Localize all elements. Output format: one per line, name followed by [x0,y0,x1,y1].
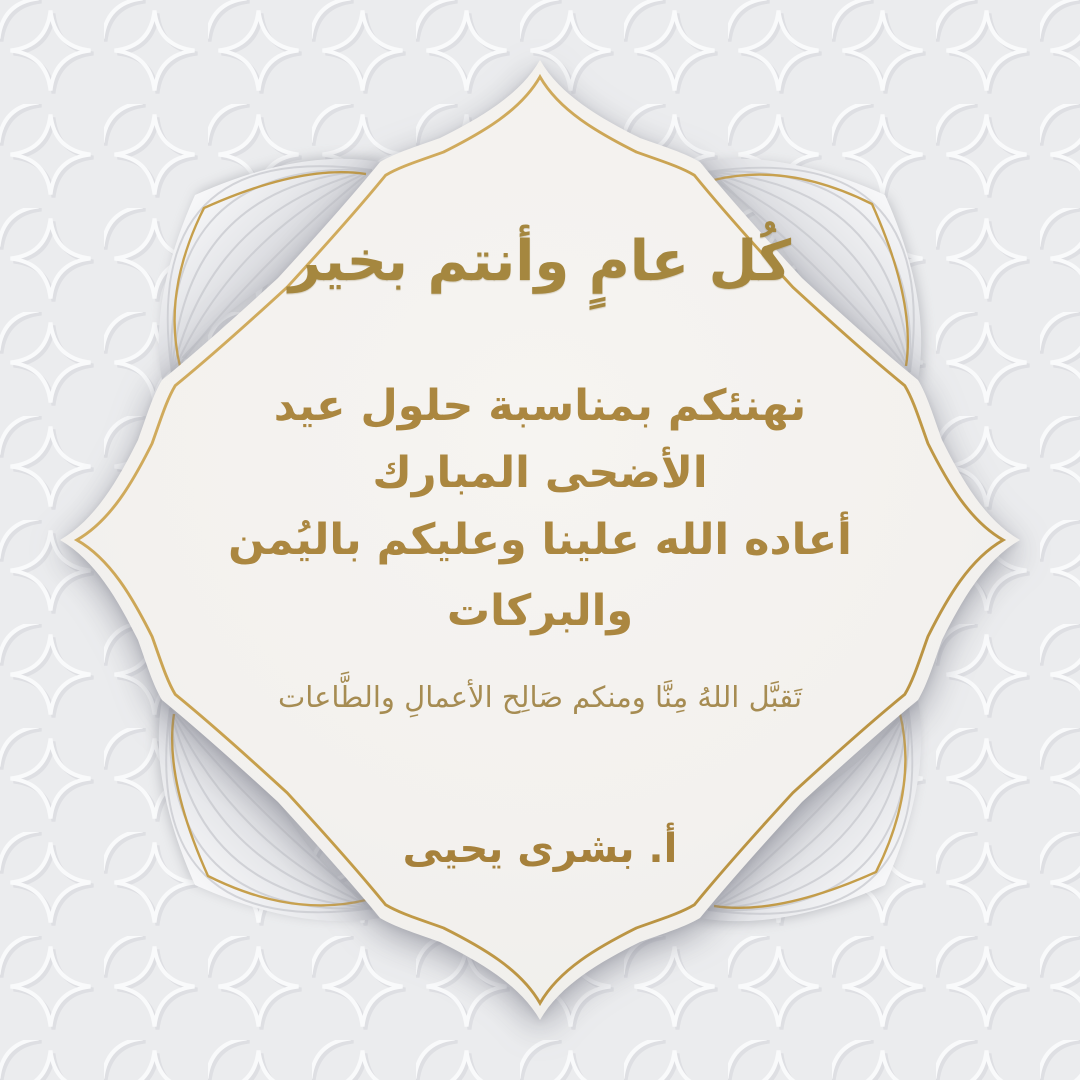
greeting-line-3: أعاده الله علينا وعليكم باليُمن [228,515,852,565]
greeting-line-4: والبركات [446,586,634,636]
greeting-line-2: الأضحى المبارك [372,448,708,498]
dua-calligraphy: تَقبَّل اللهُ مِنَّا ومنكم صَالِح الأعمالِ والطَّاعات [277,680,803,714]
header-calligraphy: كُل عامٍ وأنتم بخير [288,229,792,294]
greeting-line-1: نهنئكم بمناسبة حلول عيد [273,381,807,431]
signature-name: أ. بشرى يحيى [402,826,678,872]
